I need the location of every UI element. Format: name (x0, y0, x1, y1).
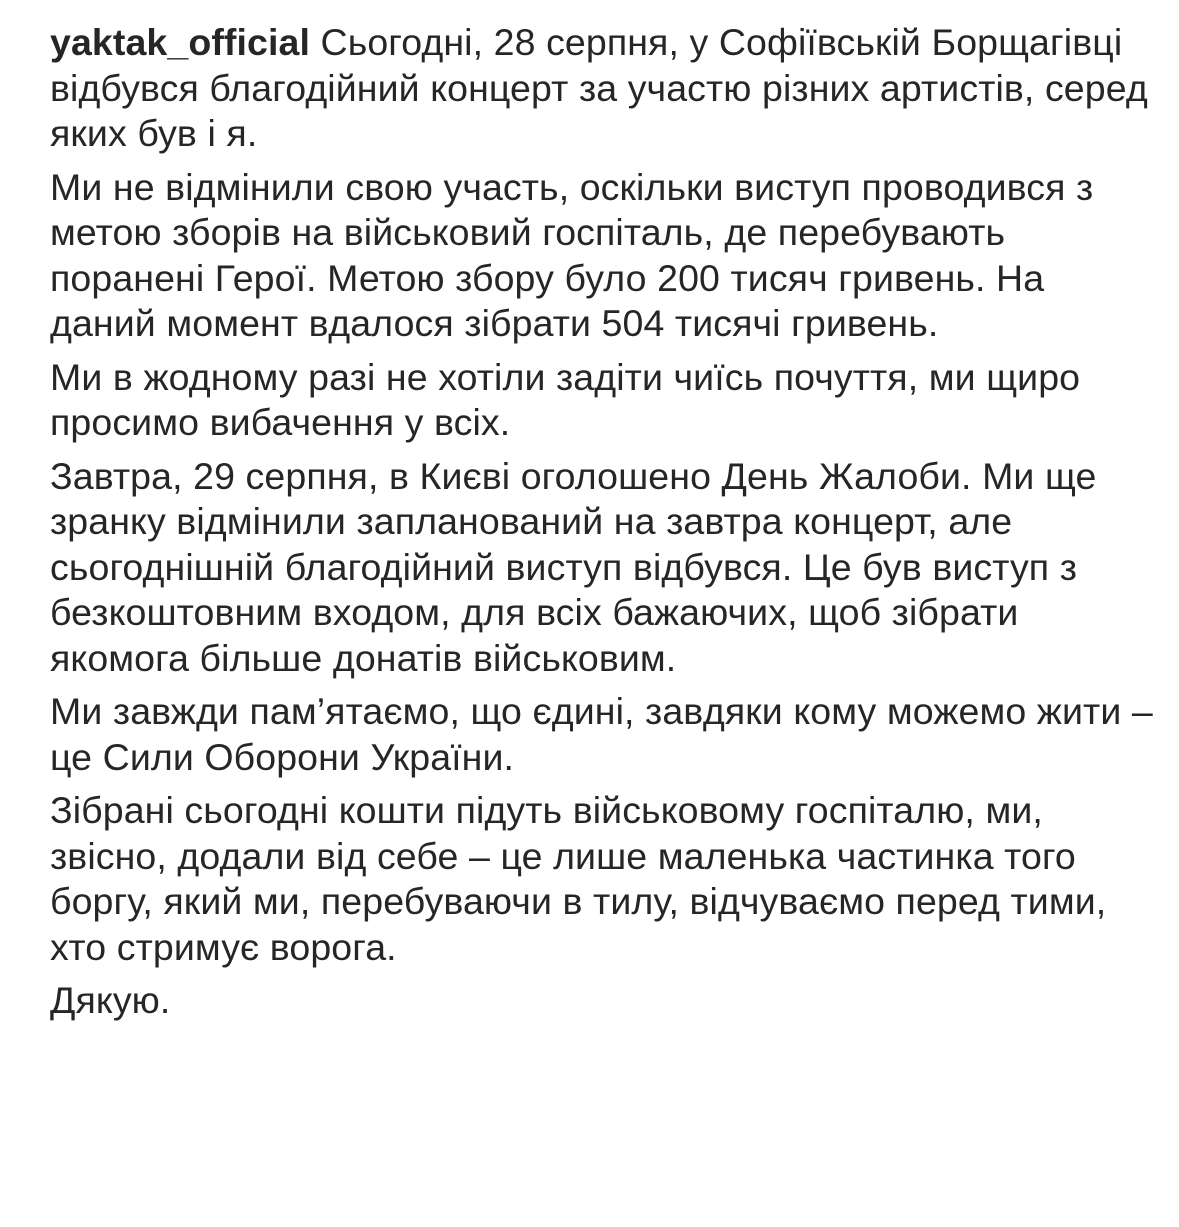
username-link[interactable]: yaktak_official (50, 21, 310, 63)
caption-paragraph-6: Зібрані сьогодні кошти підуть військовому госпіталю, ми, звісно, додали від себе – це лише маленька частинка того боргу, який ми, перебуваючи в тилу, відчуваємо перед тими, хто стримує ворога. (50, 789, 1107, 968)
caption-paragraph-2: Ми не відмінили свою участь, оскільки виступ проводився з метою зборів на військовий госпіталь, де перебувають поранені Герої. Метою збору було 200 тисяч гривень. На даний момент вдалося зібрати 504 тисячі гривень. (50, 165, 1094, 344)
caption-paragraph-7: Дякую. (50, 979, 171, 1021)
caption-paragraph-3: Ми в жодному разі не хотіли задіти чиїсь почуття, ми щиро просимо вибачення у всіх. (50, 355, 1081, 443)
caption-paragraph-1 (50, 20, 1160, 157)
caption-paragraph-4: Завтра, 29 серпня, в Києві оголошено День Жалоби. Ми ще зранку відмінили запланований на завтра концерт, але сьогоднішній благодійний виступ відбувся. Це був виступ з безкоштовним входом, для всіх бажаючих, щоб зібрати якомога більше донатів військовим. (50, 454, 1097, 679)
caption-text-1: Сьогодні, 28 серпня, у Софіївській Борщагівці відбувся благодійний концерт за участю різних артистів, серед яких був і я. (50, 21, 1148, 154)
caption-paragraph-5: Ми завжди пам’ятаємо, що єдині, завдяки кому можемо жити – це Сили Оборони України. (50, 690, 1153, 778)
post-caption (50, 20, 1160, 1032)
